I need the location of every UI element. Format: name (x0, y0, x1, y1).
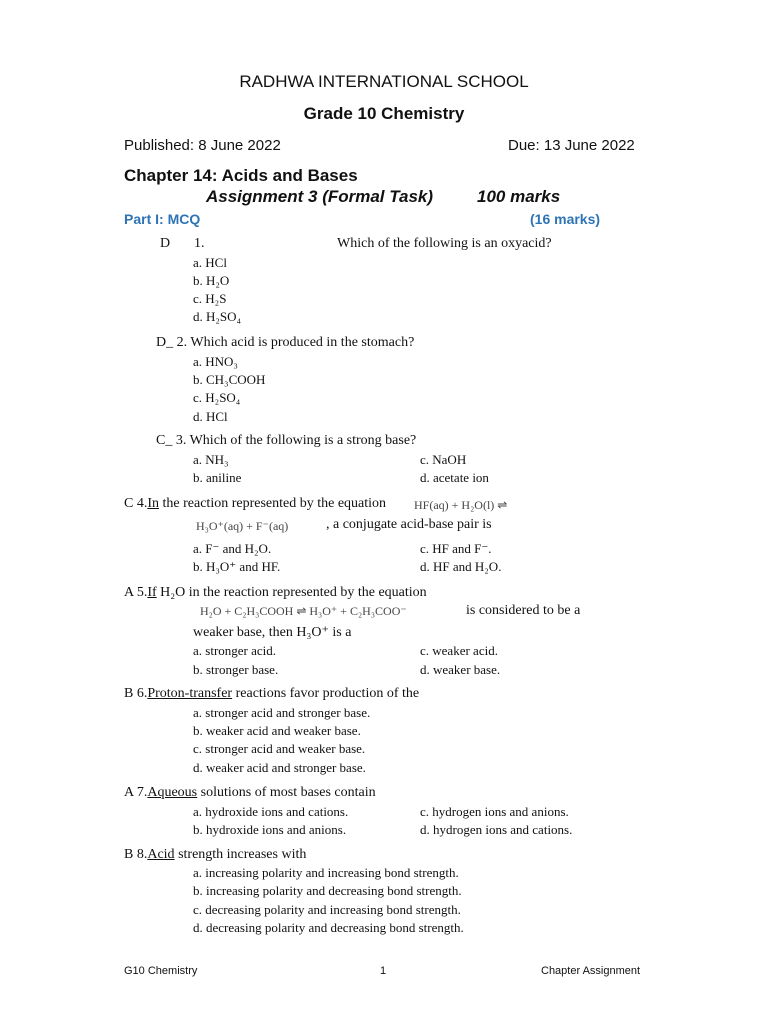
q2-option-c: c. H₂SO₄ (193, 390, 241, 405)
q5-stem-3: weaker base, then H₃O⁺ is a (193, 625, 352, 640)
q2-option-d: d. HCl (193, 409, 228, 424)
school-name: RADHWA INTERNATIONAL SCHOOL (239, 72, 529, 91)
q3-option-d: d. acetate ion (420, 470, 489, 485)
q8-prefix: B 8. (124, 847, 148, 862)
q1-option-a: a. HCl (193, 255, 227, 270)
q5-option-a: a. stronger acid. (193, 643, 277, 658)
q7-option-a: a. hydroxide ions and cations. (193, 804, 349, 819)
q7-stem: solutions of most bases contain (197, 785, 376, 800)
q4-equation-left: HF(aq) + H₂O(l) ⇌ (414, 498, 508, 512)
q4-option-c: c. HF and F⁻. (420, 541, 492, 556)
q7-option-d: d. hydrogen ions and cations. (420, 822, 573, 837)
q5-option-b: b. stronger base. (193, 662, 279, 677)
q4-stem-2: , a conjugate acid-base pair is (326, 517, 492, 532)
q5-text (124, 585, 427, 601)
q8-option-c: c. decreasing polarity and increasing bond strength. (193, 902, 461, 917)
q5-option-c: c. weaker acid. (420, 643, 498, 658)
due-date: Due: 13 June 2022 (508, 137, 635, 154)
q6-stem: reactions favor production of the (232, 686, 420, 701)
q8-word: Acid (147, 847, 175, 862)
q8-option-b: b. increasing polarity and decreasing bond strength. (193, 883, 462, 898)
q4-text (124, 496, 386, 512)
q5-stem-2: is considered to be a (466, 603, 581, 618)
q8-option-a: a. increasing polarity and increasing bond strength. (193, 865, 459, 880)
q7-option-b: b. hydroxide ions and anions. (193, 822, 347, 837)
part-marks: (16 marks) (530, 211, 601, 227)
q8-text (124, 847, 306, 863)
q7-prefix: A 7. (124, 785, 148, 800)
q6-option-b: b. weaker acid and weaker base. (193, 723, 361, 738)
q5-stem: H₂O in the reaction represented by the equation (156, 585, 427, 600)
q3-option-c: c. NaOH (420, 452, 467, 467)
q5-option-d: d. weaker base. (420, 662, 501, 677)
footer-page-number: 1 (380, 965, 387, 977)
q3-option-b: b. aniline (193, 470, 242, 485)
q2-option-b: b. CH₃COOH (193, 372, 266, 387)
q6-option-d: d. weaker acid and stronger base. (193, 760, 366, 775)
footer-label: Chapter Assignment (541, 965, 641, 977)
q1-option-b: b. H₂O (193, 273, 230, 288)
q1-answer: D (160, 236, 171, 251)
q7-text (124, 785, 376, 801)
published-date: Published: 8 June 2022 (124, 137, 281, 154)
q2-text: D_ 2. Which acid is produced in the stomach? (156, 335, 415, 350)
footer-course: G10 Chemistry (124, 965, 198, 977)
q6-prefix: B 6. (124, 686, 148, 701)
q8-stem: strength increases with (174, 847, 307, 862)
q3-option-a: a. NH₃ (193, 452, 229, 467)
q5-word: If (147, 585, 157, 600)
q4-word: In (147, 496, 160, 511)
q5-prefix: A 5. (124, 585, 148, 600)
q7-option-c: c. hydrogen ions and anions. (420, 804, 569, 819)
q6-option-a: a. stronger acid and stronger base. (193, 705, 371, 720)
q4-equation-right: H₃O⁺(aq) + F⁻(aq) (196, 519, 289, 533)
q2-option-a: a. HNO₃ (193, 354, 238, 369)
q4-stem: the reaction represented by the equation (159, 496, 387, 511)
q3-text: C_ 3. Which of the following is a strong base? (156, 433, 417, 448)
q1-option-c: c. H₂S (193, 291, 227, 306)
part-title: Part I: MCQ (124, 211, 201, 227)
chapter-title: Chapter 14: Acids and Bases (124, 166, 358, 185)
total-marks: 100 marks (477, 187, 561, 206)
q4-option-b: b. H₃O⁺ and HF. (193, 559, 281, 574)
course-title: Grade 10 Chemistry (303, 104, 465, 123)
q4-prefix: C 4. (124, 496, 148, 511)
q6-text (124, 686, 419, 702)
q4-option-d: d. HF and H₂O. (420, 559, 502, 574)
q5-equation: H₂O + C₂H₃COOH ⇌ H₃O⁺ + C₂H₃COO⁻ (200, 604, 407, 618)
q6-option-c: c. stronger acid and weaker base. (193, 741, 366, 756)
q1-number: 1. (194, 236, 205, 251)
q4-option-a: a. F⁻ and H₂O. (193, 541, 272, 556)
q1-option-d: d. H₂SO₄ (193, 309, 242, 324)
q1-text: Which of the following is an oxyacid? (337, 236, 552, 251)
q6-word: Proton-transfer (147, 686, 233, 701)
q7-word: Aqueous (147, 785, 198, 800)
assignment-title: Assignment 3 (Formal Task) (206, 187, 434, 206)
q8-option-d: d. decreasing polarity and decreasing bond strength. (193, 920, 464, 935)
